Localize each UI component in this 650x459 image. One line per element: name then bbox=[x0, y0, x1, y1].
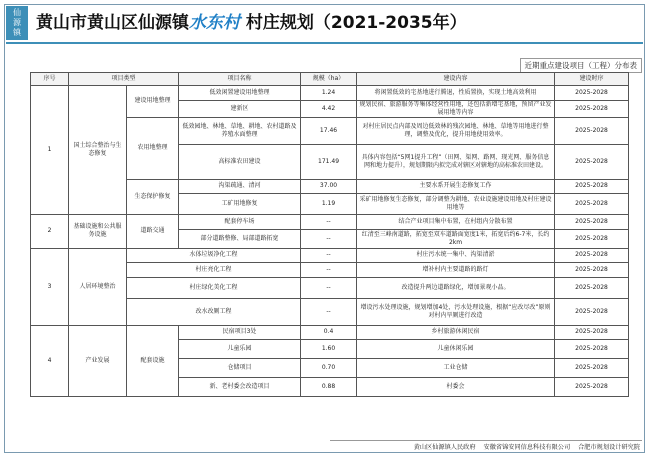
title-prefix: 黄山市黄山区仙源镇 bbox=[36, 13, 189, 33]
project-name: 沟渠疏通、清河 bbox=[179, 179, 301, 194]
project-time: 2025-2028 bbox=[555, 144, 629, 179]
group-number: 4 bbox=[31, 325, 69, 397]
table-caption: 近期重点建设项目（工程）分布表 bbox=[520, 58, 643, 73]
table-row bbox=[31, 215, 629, 230]
group-type: 国土综合整治与生态修复 bbox=[69, 86, 127, 215]
title-suffix: 村庄规划（2021-2035年） bbox=[245, 13, 467, 33]
project-content: 增补村内主要道路的路灯 bbox=[357, 263, 555, 278]
project-content: 乡村旅游休闲民宿 bbox=[357, 325, 555, 340]
title-village: 水东村 bbox=[189, 13, 240, 33]
footer-credits bbox=[408, 442, 640, 451]
project-content: 改造提升两边道路绿化，增加景观小品。 bbox=[357, 277, 555, 298]
header-divider bbox=[6, 42, 643, 44]
col-header: 项目名称 bbox=[179, 73, 301, 86]
project-size: 0.70 bbox=[301, 359, 357, 378]
table-row bbox=[31, 86, 629, 101]
project-content: 将闲置低效的宅基地进行腾退，性质置换，实现土地高效利用 bbox=[357, 86, 555, 101]
project-size: -- bbox=[301, 298, 357, 325]
project-size: 0.88 bbox=[301, 378, 357, 397]
page-title bbox=[36, 9, 467, 37]
project-content: 增设污水处理设施，规划增加4处，污水处理设施，根据“应改尽改”原则对村内旱厕进行改造 bbox=[357, 298, 555, 325]
subgroup-type: 建设用地整理 bbox=[127, 86, 179, 118]
group-type: 人居环境整治 bbox=[69, 248, 127, 325]
project-content: 采矿用地修复生态修复，部分调整为耕地、农业设施建设用地及村庄建设用地等 bbox=[357, 194, 555, 215]
col-header: 规模（ha） bbox=[301, 73, 357, 86]
logo-char: 仙 bbox=[13, 8, 21, 17]
group-number: 1 bbox=[31, 86, 69, 215]
project-content: 村庄污水统一集中、沟渠清淤 bbox=[357, 248, 555, 263]
project-time: 2025-2028 bbox=[555, 248, 629, 263]
project-time: 2025-2028 bbox=[555, 298, 629, 325]
project-content: 规划民宿、旅游服务等集体经营性用地，还包括新增宅基地，预留产业发展用地等内容 bbox=[357, 100, 555, 117]
project-time: 2025-2028 bbox=[555, 229, 629, 248]
project-time: 2025-2028 bbox=[555, 179, 629, 194]
group-number: 2 bbox=[31, 215, 69, 249]
project-size: 17.46 bbox=[301, 117, 357, 144]
col-header: 建设时序 bbox=[555, 73, 629, 86]
footer-divider bbox=[330, 440, 642, 441]
project-name: 建新区 bbox=[179, 100, 301, 117]
project-size: -- bbox=[301, 215, 357, 230]
project-name: 儿童乐园 bbox=[179, 340, 301, 359]
project-name: 民宿项目3处 bbox=[179, 325, 301, 340]
col-header: 序号 bbox=[31, 73, 69, 86]
header bbox=[6, 6, 643, 40]
project-time: 2025-2028 bbox=[555, 194, 629, 215]
logo-char: 源 bbox=[13, 18, 21, 27]
project-time: 2025-2028 bbox=[555, 277, 629, 298]
project-name: 改水改厕工程 bbox=[127, 298, 301, 325]
project-name: 高标准农田建设 bbox=[179, 144, 301, 179]
project-content: 村委会 bbox=[357, 378, 555, 397]
subgroup-type: 农用地整理 bbox=[127, 117, 179, 179]
project-content: 主要水系开展生态修复工作 bbox=[357, 179, 555, 194]
group-type: 基础设施和公共服务设施 bbox=[69, 215, 127, 249]
project-name: 工矿用地修复 bbox=[179, 194, 301, 215]
project-size: 1.19 bbox=[301, 194, 357, 215]
project-name: 村庄绿化美化工程 bbox=[127, 277, 301, 298]
table-header-row bbox=[31, 73, 629, 86]
project-time: 2025-2028 bbox=[555, 340, 629, 359]
project-content: 对村庄居民点内部及周边低效林的残次园地、林地、草地等用地进行整理，调整及优化，提升用地使用效率。 bbox=[357, 117, 555, 144]
logo-char: 镇 bbox=[13, 28, 21, 37]
project-size: 1.24 bbox=[301, 86, 357, 101]
project-time: 2025-2028 bbox=[555, 215, 629, 230]
col-header: 建设内容 bbox=[357, 73, 555, 86]
project-time: 2025-2028 bbox=[555, 325, 629, 340]
project-size: 37.00 bbox=[301, 179, 357, 194]
project-content: 儿童休闲乐园 bbox=[357, 340, 555, 359]
project-time: 2025-2028 bbox=[555, 359, 629, 378]
subgroup-type: 配套设施 bbox=[127, 325, 179, 397]
project-name: 仓储项目 bbox=[179, 359, 301, 378]
project-content: 红清至三峰南道路，拓宽至双车道路面宽度1米，拓宽后约6-7米，长约2km bbox=[357, 229, 555, 248]
project-time: 2025-2028 bbox=[555, 378, 629, 397]
footer-credit: 黄山区仙源镇人民政府 bbox=[413, 444, 476, 451]
group-number: 3 bbox=[31, 248, 69, 325]
project-size: -- bbox=[301, 277, 357, 298]
project-size: 0.4 bbox=[301, 325, 357, 340]
project-table bbox=[30, 72, 629, 397]
project-size: -- bbox=[301, 229, 357, 248]
subgroup-type: 生态保护修复 bbox=[127, 179, 179, 215]
col-header: 项目类型 bbox=[69, 73, 179, 86]
project-name: 部分道路整修、局部道路拓宽 bbox=[179, 229, 301, 248]
project-name: 水体垃圾净化工程 bbox=[127, 248, 301, 263]
project-size: -- bbox=[301, 263, 357, 278]
project-time: 2025-2028 bbox=[555, 100, 629, 117]
footer-credit: 安徽省锦安同信息科技有限公司 bbox=[483, 444, 571, 451]
group-type: 产业发展 bbox=[69, 325, 127, 397]
project-size: 4.42 bbox=[301, 100, 357, 117]
town-logo bbox=[6, 6, 28, 40]
project-content: 具体内容包括“5网1提升工程”（田网、渠网、路网、现光网、服务信息网和地力提升），规划期限内拟完成对辖区对辖地的高标准农田建设。 bbox=[357, 144, 555, 179]
project-content: 结合产业项目集中布置，在村组内分散布置 bbox=[357, 215, 555, 230]
project-name: 低效园地、林地、草地、耕地、农村道路及养殖水面整理 bbox=[179, 117, 301, 144]
project-name: 低效闲置建设用地整理 bbox=[179, 86, 301, 101]
project-size: 171.49 bbox=[301, 144, 357, 179]
project-size: -- bbox=[301, 248, 357, 263]
project-name: 村庄亮化工程 bbox=[127, 263, 301, 278]
project-time: 2025-2028 bbox=[555, 117, 629, 144]
project-time: 2025-2028 bbox=[555, 86, 629, 101]
table-row bbox=[31, 325, 629, 340]
footer-credit: 合肥市规划设计研究院 bbox=[578, 444, 640, 451]
subgroup-type: 道路交通 bbox=[127, 215, 179, 249]
project-name: 配套停车场 bbox=[179, 215, 301, 230]
project-name: 新、老村委会改造项目 bbox=[179, 378, 301, 397]
project-time: 2025-2028 bbox=[555, 263, 629, 278]
project-size: 1.60 bbox=[301, 340, 357, 359]
project-content: 工业仓储 bbox=[357, 359, 555, 378]
table-row bbox=[31, 248, 629, 263]
